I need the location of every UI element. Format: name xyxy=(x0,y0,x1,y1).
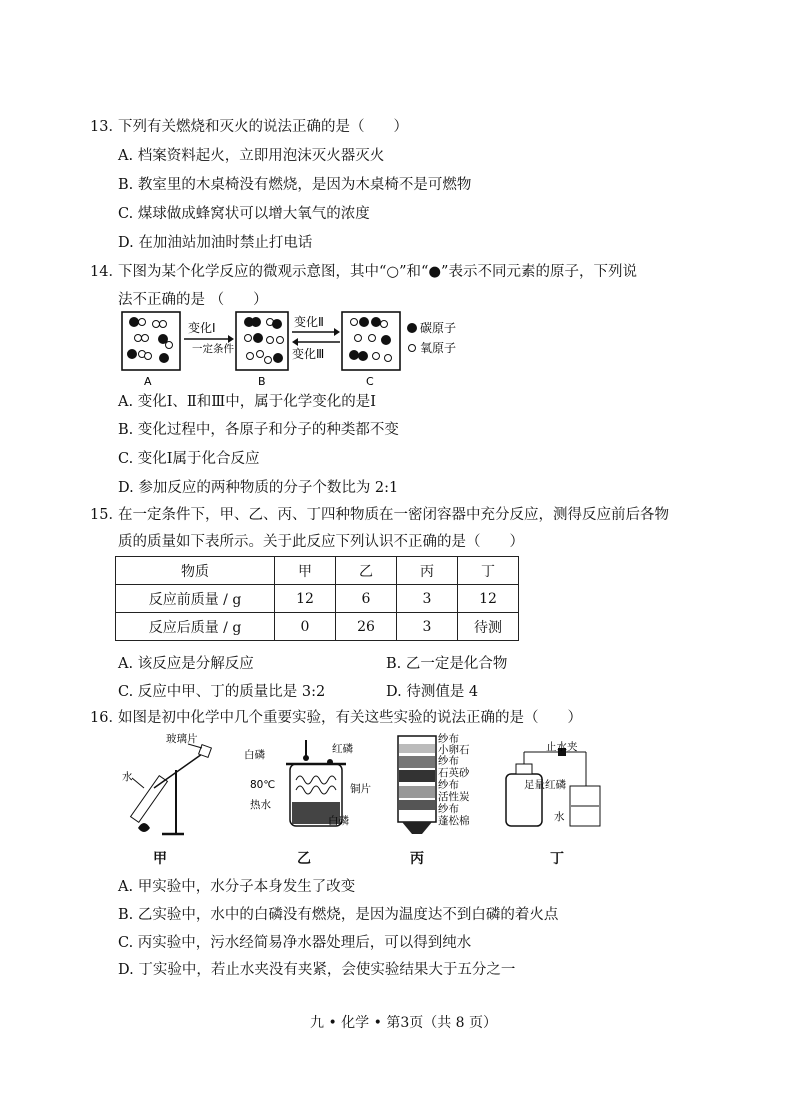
figure-label-ding: 丁 xyxy=(550,851,564,867)
q15-option-c: C. 反应中甲、丁的质量比是 3:2 xyxy=(118,684,326,700)
q16-option-b: B. 乙实验中，水中的白磷没有燃烧，是因为温度达不到白磷的着火点 xyxy=(118,907,559,923)
q14-number: 14． xyxy=(90,264,123,280)
bing-layer: 蓬松棉 xyxy=(438,815,470,827)
table-cell: 3 xyxy=(397,585,458,613)
jia-glass-label: 玻璃片 xyxy=(166,733,198,745)
figure-label-jia: 甲 xyxy=(153,851,167,867)
table-cell: 12 xyxy=(458,585,519,613)
experiment-jia xyxy=(122,732,211,834)
bing-layer: 纱布 xyxy=(438,755,459,767)
label-a: A xyxy=(144,375,152,388)
experiment-ding xyxy=(506,740,600,826)
q15-stem-line1: 在一定条件下，甲、乙、丙、丁四种物质在一密闭容器中充分反应，测得反应前后各物 xyxy=(118,507,669,523)
ding-clip-label: 止水夹 xyxy=(546,741,578,753)
table-header-row xyxy=(116,557,519,585)
q15-option-d: D. 待测值是 4 xyxy=(386,684,479,700)
oxygen-legend-icon xyxy=(409,345,416,352)
q16-option-a: A. 甲实验中，水分子本身发生了改变 xyxy=(118,879,356,895)
bing-layer: 纱布 xyxy=(438,733,459,745)
table-header-cell: 乙 xyxy=(336,557,397,585)
bing-layer: 石英砂 xyxy=(438,767,470,779)
label-c: C xyxy=(366,375,374,388)
yi-hot-water-label: 热水 xyxy=(250,799,271,811)
condition-label: 一定条件 xyxy=(192,343,234,355)
q14-stem-line2: 法不正确的是 （ ） xyxy=(118,292,268,308)
bing-layer: 纱布 xyxy=(438,803,459,815)
q16-option-d: D. 丁实验中，若止水夹没有夹紧，会使实验结果大于五分之一 xyxy=(118,962,516,978)
bing-layer: 纱布 xyxy=(438,779,459,791)
q14-option-c: C. 变化Ⅰ属于化合反应 xyxy=(118,451,260,467)
table-cell: 3 xyxy=(397,613,458,641)
table-row xyxy=(116,613,519,641)
carbon-legend-icon xyxy=(407,323,417,333)
legend-oxygen: 氧原子 xyxy=(420,341,457,355)
table-header-cell: 丁 xyxy=(458,557,519,585)
table-header-cell: 甲 xyxy=(275,557,336,585)
q15-option-b: B. 乙一定是化合物 xyxy=(386,656,508,672)
mass-table xyxy=(115,556,519,641)
bing-layer: 活性炭 xyxy=(438,791,470,803)
table-cell: 26 xyxy=(336,613,397,641)
page-footer: 九 • 化学 • 第3页（共 8 页） xyxy=(310,1015,498,1031)
jia-water-label: 水 xyxy=(122,771,133,783)
label-b: B xyxy=(258,375,266,388)
figure-label-bing: 丙 xyxy=(410,851,424,867)
q14-option-d: D. 参加反应的两种物质的分子个数比为 2:1 xyxy=(118,480,399,496)
yi-red-p-label: 红磷 xyxy=(332,743,353,755)
ding-water-label: 水 xyxy=(554,811,565,823)
q13-option-d: D. 在加油站加油时禁止打电话 xyxy=(118,235,313,251)
table-cell: 反应前质量 / g xyxy=(116,585,275,613)
change2-label: 变化Ⅱ xyxy=(294,315,324,329)
experiments-figure xyxy=(110,730,610,870)
molecule-reaction-figure xyxy=(118,308,518,390)
change3-label: 变化Ⅲ xyxy=(292,347,325,361)
table-cell: 12 xyxy=(275,585,336,613)
q15-number: 15． xyxy=(90,507,123,523)
yi-white-p2-label: 白磷 xyxy=(328,815,349,827)
q14-option-b: B. 变化过程中，各原子和分子的种类都不变 xyxy=(118,422,399,438)
table-cell: 6 xyxy=(336,585,397,613)
yi-white-p-label: 白磷 xyxy=(244,749,265,761)
table-header-cell: 丙 xyxy=(397,557,458,585)
q13-option-a: A. 档案资料起火，立即用泡沫灭火器灭火 xyxy=(118,148,385,164)
yi-temp-label: 80℃ xyxy=(250,779,276,791)
table-row xyxy=(116,585,519,613)
change1-label: 变化Ⅰ xyxy=(188,321,216,335)
table-cell: 反应后质量 / g xyxy=(116,613,275,641)
yi-copper-label: 铜片 xyxy=(350,783,371,795)
q16-stem: 如图是初中化学中几个重要实验，有关这些实验的说法正确的是（ ） xyxy=(118,710,582,726)
q13-stem: 下列有关燃烧和灭火的说法正确的是（ ） xyxy=(118,119,408,135)
q15-option-a: A. 该反应是分解反应 xyxy=(118,656,254,672)
q13-option-b: B. 教室里的木桌椅没有燃烧，是因为木桌椅不是可燃物 xyxy=(118,177,472,193)
q16-option-c: C. 丙实验中，污水经简易净水器处理后，可以得到纯水 xyxy=(118,935,472,951)
experiment-yi xyxy=(244,740,371,827)
table-cell: 0 xyxy=(275,613,336,641)
q14-option-a: A. 变化Ⅰ、Ⅱ和Ⅲ中，属于化学变化的是Ⅰ xyxy=(118,394,376,410)
legend-carbon: 碳原子 xyxy=(420,321,457,335)
q15-stem-line2: 质的质量如下表所示。关于此反应下列认识不正确的是（ ） xyxy=(118,534,524,550)
table-header-cell: 物质 xyxy=(116,557,275,585)
q16-number: 16． xyxy=(90,710,123,726)
figure-label-yi: 乙 xyxy=(297,851,311,867)
experiment-bing xyxy=(398,732,470,834)
q13-option-c: C. 煤球做成蜂窝状可以增大氧气的浓度 xyxy=(118,206,370,222)
ding-red-p-label: 足量红磷 xyxy=(524,779,566,791)
bing-layer: 小卵石 xyxy=(438,744,470,756)
q14-stem-line1: 下图为某个化学反应的微观示意图，其中“○”和“●”表示不同元素的原子，下列说 xyxy=(118,264,637,280)
table-cell: 待测 xyxy=(458,613,519,641)
q13-number: 13． xyxy=(90,119,123,135)
